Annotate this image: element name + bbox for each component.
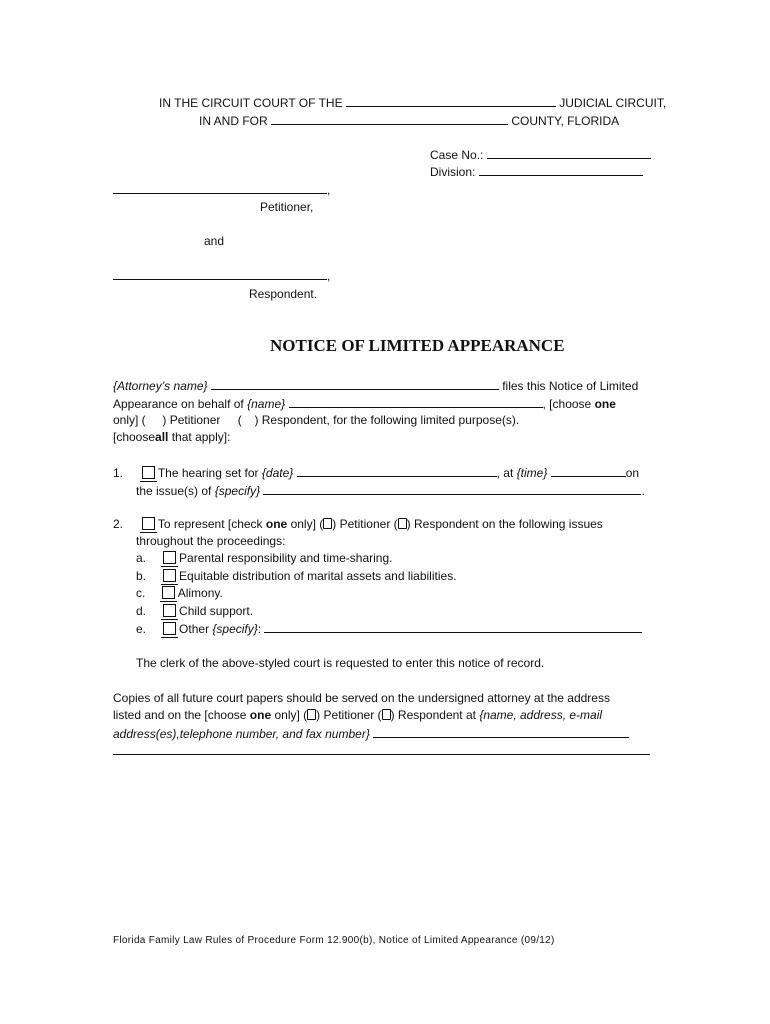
issues-text: the issue(s) of: [136, 484, 212, 498]
item2-respondent-checkbox[interactable]: [398, 518, 407, 529]
county-label: COUNTY, FLORIDA: [511, 114, 620, 128]
subitem-a-text: Parental responsibility and time-sharing.: [179, 551, 393, 565]
issues-field[interactable]: [263, 483, 641, 495]
judicial-circuit-label: JUDICIAL CIRCUIT,: [559, 96, 667, 110]
specify-placeholder: {specify}: [214, 484, 261, 498]
client-name-placeholder: {name}: [247, 397, 286, 411]
respondent-option: ) Respondent, for the following limited purpose(s).: [254, 413, 520, 427]
subitem-e-colon: :: [257, 622, 262, 636]
hearing-text: The hearing set for: [157, 466, 259, 480]
item1-line2: [136, 483, 645, 498]
court-header-line1: [159, 95, 666, 110]
petitioner-name-row: [113, 182, 330, 197]
subitem-d-checkbox[interactable]: [163, 604, 176, 617]
petitioner-option: ) Petitioner: [162, 413, 221, 427]
respondent-comma: ,: [327, 269, 331, 283]
throughout-text: throughout the proceedings:: [136, 534, 286, 548]
files-text: files this Notice of Limited: [502, 379, 639, 393]
other-specify-field[interactable]: [264, 621, 642, 633]
subitem-b: [136, 569, 457, 583]
choose-all-suffix: that apply]:: [171, 430, 231, 444]
appearance-text: Appearance on behalf of: [113, 397, 244, 411]
case-no-label: Case No.:: [430, 148, 484, 162]
choose-prefix: , [choose: [542, 397, 592, 411]
issues-period: .: [641, 484, 645, 498]
time-field[interactable]: [551, 465, 626, 477]
case-no-row: [430, 147, 651, 162]
address-field-2[interactable]: [113, 743, 650, 755]
subitem-c-letter: c.: [136, 586, 146, 600]
court-header-line2: [199, 113, 619, 128]
item1-checkbox[interactable]: [142, 466, 155, 479]
item2-number: 2.: [113, 517, 124, 531]
represent-text: To represent [check: [157, 517, 263, 531]
subitem-e-checkbox[interactable]: [163, 622, 176, 635]
subitem-d-letter: d.: [136, 604, 147, 618]
subitem-b-checkbox[interactable]: [163, 569, 176, 582]
county-field[interactable]: [271, 113, 508, 125]
address-placeholder-1: {name, address, e-mail: [479, 708, 603, 722]
division-field[interactable]: [479, 164, 643, 176]
subitem-b-letter: b.: [136, 569, 147, 583]
subitem-c: [136, 586, 223, 600]
intro-line3: only] ( ) Petitioner ( ) Respondent, for the following limited purpose(s).: [113, 413, 520, 427]
address-placeholder-2: address(es),telephone number, and fax number}: [113, 727, 370, 741]
client-name-field[interactable]: [289, 396, 543, 408]
date-placeholder: {date}: [261, 466, 294, 480]
copies-respondent-checkbox[interactable]: [382, 709, 391, 720]
address-field-1[interactable]: [373, 726, 629, 738]
subitem-c-checkbox[interactable]: [162, 586, 175, 599]
division-row: [430, 164, 643, 179]
subitem-a-letter: a.: [136, 551, 147, 565]
document-title: NOTICE OF LIMITED APPEARANCE: [270, 336, 565, 355]
only-prefix: only] (: [113, 413, 146, 427]
subitem-b-text: Equitable distribution of marital assets and liabilities.: [179, 569, 457, 583]
respondent-name-field[interactable]: [113, 268, 327, 280]
subitem-a: [136, 551, 393, 565]
petitioner-label: Petitioner,: [260, 200, 314, 214]
respondent-label: Respondent.: [249, 287, 318, 301]
choose-all-bold: all: [155, 430, 169, 444]
case-no-field[interactable]: [487, 147, 651, 159]
intro-line2: [113, 396, 616, 411]
subitem-e-letter: e.: [136, 622, 147, 636]
copies-line1: Copies of all future court papers should be served on the undersigned attorney at the address: [113, 691, 610, 705]
attorney-name-placeholder: {Attorney’s name}: [113, 379, 208, 393]
copies-line2: listed and on the [choose one only] ( ) Petitioner ( ) Respondent at {name, address, e-mail: [113, 708, 603, 722]
subitem-e-text: Other: [179, 622, 210, 636]
subitem-e: [136, 621, 642, 636]
copies-respondent-text: Respondent at: [397, 708, 476, 722]
choose-one-bold: one: [594, 397, 616, 411]
court-prefix: IN THE CIRCUIT COURT OF THE: [159, 96, 343, 110]
intro-line1: [113, 378, 638, 393]
copies-only-text: only]: [274, 708, 300, 722]
represent-one-bold: one: [265, 517, 288, 531]
petitioner-name-field[interactable]: [113, 182, 327, 194]
item2-petitioner-text: Petitioner: [339, 517, 391, 531]
item2-checkbox[interactable]: [142, 517, 155, 530]
attorney-name-field[interactable]: [211, 378, 499, 390]
copies-line4: [113, 743, 650, 758]
item2-line1: 2. To represent [check one only] ( ) Petitioner ( ) Respondent on the following issues: [113, 517, 603, 531]
respondent-name-row: [113, 268, 330, 283]
subitem-d-text: Child support.: [179, 604, 254, 618]
and-text: and: [204, 234, 225, 248]
petitioner-comma: ,: [327, 183, 331, 197]
represent-only-text: only]: [290, 517, 316, 531]
form-footer: Florida Family Law Rules of Procedure Form 12.900(b), Notice of Limited Appearance (09/12): [113, 935, 555, 946]
time-placeholder: {time}: [516, 466, 548, 480]
copies-petitioner-checkbox[interactable]: [307, 709, 316, 720]
item2-petitioner-checkbox[interactable]: [323, 518, 332, 529]
subitem-a-checkbox[interactable]: [163, 551, 176, 564]
item1-number: 1.: [113, 466, 124, 480]
copies-line3: [113, 726, 629, 741]
circuit-field[interactable]: [346, 95, 556, 107]
copies-petitioner-text: Petitioner: [323, 708, 375, 722]
clerk-statement: The clerk of the above-styled court is requested to enter this notice of record.: [136, 656, 545, 670]
subitem-c-text: Alimony.: [177, 586, 223, 600]
item2-respondent-text: Respondent on the following issues: [414, 517, 603, 531]
choose-all-prefix: [choose: [113, 430, 156, 444]
intro-line4: [113, 430, 230, 444]
item1-line1: [113, 465, 639, 480]
on-text: on: [625, 466, 640, 480]
in-and-for-label: IN AND FOR: [199, 114, 268, 128]
subitem-d: [136, 604, 253, 618]
copies-choose-prefix: listed and on the [choose: [113, 708, 247, 722]
copies-one-bold: one: [249, 708, 272, 722]
division-label: Division:: [430, 165, 476, 179]
date-field[interactable]: [297, 465, 497, 477]
at-text: , at: [496, 466, 514, 480]
subitem-e-placeholder: {specify}: [212, 622, 258, 636]
